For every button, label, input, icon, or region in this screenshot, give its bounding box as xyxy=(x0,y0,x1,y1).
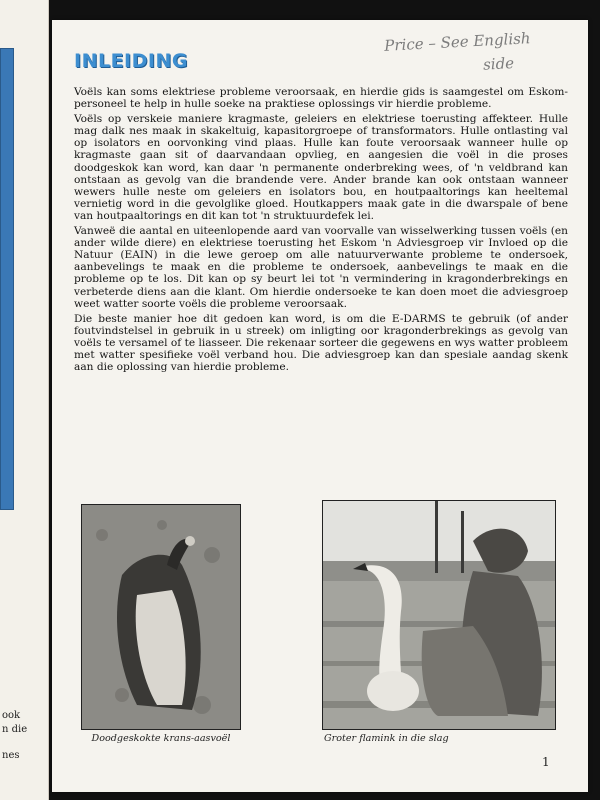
photo-flamingo xyxy=(322,500,556,730)
blue-band xyxy=(0,48,14,510)
page-title: INLEIDING xyxy=(74,50,188,72)
photo-caption: Doodgeskokte krans-aasvoël xyxy=(91,733,231,744)
paragraph: Voëls op verskeie maniere kragmaste, geleiers en elektriese toerusting affekteer. Hulle mag dalk nes maak in skakeltuig, kapasitorgroepe of transformators. Hulle ontlasting val op isolators en oorvonking vind plaas. Hulle kan foute veroorsaak wanneer hulle op kragmaste gaan sit of daarvandaan opvlieg, en aangesien die voël in die proses doodgeskok kan word, kan daar 'n permanente onderbreking wees, of 'n veldbrand kan ontstaan as gevolg van die brandende vere. Ander brande kan ook ontstaan wanneer wewers hulle neste om geleiers en isolators bou, en houtpaaltorings kan heeltemal vernietig word in die gevolglike gloed. Houtkappers maak gate in die dwarspale of bene van houtpaaltorings en dit kan tot 'n struktuurdefek lei. xyxy=(74,113,568,222)
prev-page-fragment: nes xyxy=(2,750,20,761)
prev-page-fragment: n die xyxy=(2,724,28,735)
paragraph: Voëls kan soms elektriese probleme veroorsaak, en hierdie gids is saamgestel om Eskom-personeel te help in hulle soeke na praktiese oplossings vir hierdie probleme. xyxy=(74,86,568,111)
document-page xyxy=(52,20,588,792)
prev-page-fragment: ook xyxy=(2,710,21,721)
page-number: 1 xyxy=(542,755,550,769)
handwritten-note xyxy=(347,24,569,83)
body-text xyxy=(74,86,568,376)
handwritten-line: Price – See English xyxy=(383,29,531,55)
photo-vulture xyxy=(81,504,241,730)
handwritten-line: side xyxy=(482,54,515,74)
photo-caption: Groter flamink in die slag xyxy=(324,733,449,744)
paragraph: Die beste manier hoe dit gedoen kan word, is om die E-DARMS te gebruik (of ander foutvindstelsel in gebruik in u streek) om inligting oor kragonderbrekings as gevolg van voëls te versamel of te liasseer. Die rekenaar sorteer die gegewens en wys watter probleem met watter spesifieke voël verband hou. Die adviesgroep kan dan spesiale aandag skenk aan die oplossing van hierdie probleme. xyxy=(74,312,568,374)
previous-page-edge xyxy=(0,0,49,800)
paragraph: Vanweë die aantal en uiteenlopende aard van voorvalle van wisselwerking tussen voëls (en ander wilde diere) en elektriese toerusting het Eskom 'n Adviesgroep vir Invloed op die Natuur (EAIN) in die lewe geroep om alle natuurverwante probleme te ondersoek, aanbevelings te maak en die probleme te ondersoek, aanbevelings te maak en die probleme op te los. Dit kan op sy beurt lei tot 'n vermindering in kragonderbrekings en verbeterde diens aan die klant. Om hierdie ondersoeke te kan doen moet die adviesgroep weet watter soorte voëls die probleme veroorsaak. xyxy=(74,225,568,310)
